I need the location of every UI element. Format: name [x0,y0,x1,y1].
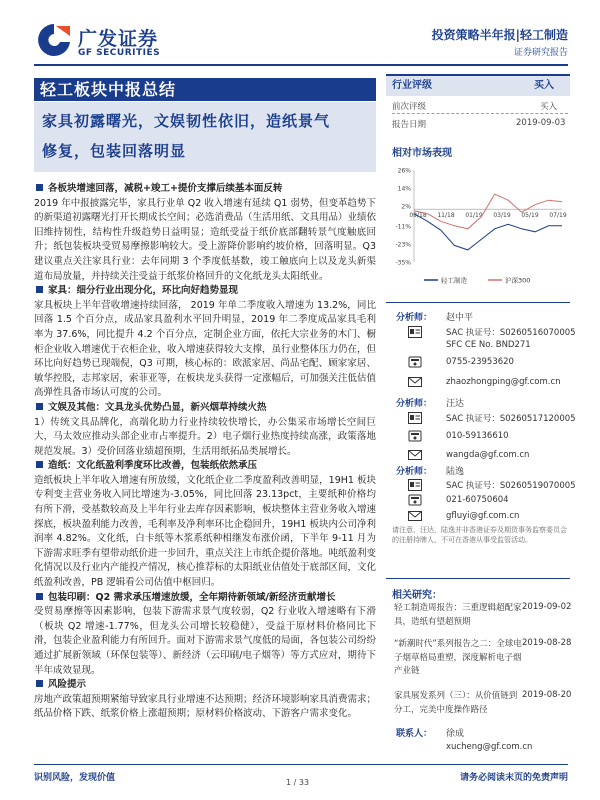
x-tick-label: 05/19 [521,212,539,220]
rating-value: 买入 [534,80,554,91]
section-paragraph: 造纸板块上半年收入增速有所放缓，文化纸企业二季度盈利改善明显，19H1 板块专利变主营业务收入同比增速为-3.05%，同比回落 23.13pct，主要纸种价格均有所下滑，受基数较高及上半年行业去库存因素影响，板块整体主营业务收入增速探底，板块盈利能力改善，毛利率及净利率环比企稳回升，19H1 板块内公司净利润率 4.82%。文化纸，白卡纸等木浆系纸种相继发布涨价函，下半年 9-11 月为下游需求旺季有望带动纸价进一步回升，重点关注上市纸企提价落地。吨纸盈利变化情况以及行业内产能投产情况，核心推荐标的太阳纸业估值处于底部区间，文化纸盈利改善，PB 逻辑看公司估值中枢回归。 [34,474,377,589]
id-card-icon [408,412,422,424]
related-item[interactable]: “新潮时代”系列报告之二：全球电子烟草格局重塑，深度解析电子烟产业链 [394,639,522,676]
analyst-email[interactable]: zhaozhongping@gf.com.cn [446,377,561,387]
analyst-note: 请注意，汪达，陆逸并非香港证券及期货事务监察委员会的注册持牌人，不可在香港从事受监管活动。 [392,526,567,544]
gf-logo [34,22,184,60]
bullet-square-icon [36,403,43,410]
y-tick-label: 2% [401,203,411,211]
subtitle-line-1: 家具初露曙光，文娱韧性依旧，造纸景气 [42,112,331,130]
contact-email[interactable]: xucheng@gf.com.cn [446,742,533,752]
x-tick-label: 01/19 [465,212,483,220]
divider [386,302,570,303]
section-paragraph: 1）传统文具品牌化，高端化助力行业持续较快增长，办公集采市场增长空间巨大，马太效应推动头部企业市占率提升。2）电子烟行业热度持续高涨，政策落地规范发展。3）受价回落业绩超预期，生活用纸拓品类展增长。 [34,416,376,457]
legend-label: 轻工制造 [441,276,467,285]
page-number: 1 / 33 [286,778,310,787]
chart-title: 相对市场表现 [392,148,452,159]
analyst-name: 陆逸 [446,467,465,477]
related-title: 相关研究： [392,590,442,601]
section-paragraph: 2019 年中报披露完毕，家具行业单 Q2 收入增速有延续 Q1 弱势，但变革趋势下的新渠道初露曙光打开长期成长空间；必选消费品（生活用纸、文具用品）业绩依旧维持韧性，结构性升级趋势日益明显；造纸受益于纸价底部翻转景气度触底回升；纸包装板块受贸易摩擦影响较大。受上游降价影响约坡价格，回落明显。Q3 建议重点关注家具行业：去年同期 3 个季度低基数，竣工触底向上以及龙头新渠道布局放量，并持续关注受益于纸浆价格回升的文化纸龙头太阳纸业。 [34,197,377,282]
related-date: 2019-08-28 [522,638,572,648]
legend-label: 沪深300 [505,276,531,285]
x-tick-label: 11/18 [437,212,455,220]
report-date-value: 2019-09-03 [516,118,566,128]
analyst-name: 汪达 [446,399,465,409]
email-icon [408,376,422,388]
id-card-icon [408,326,422,338]
divider [386,578,570,579]
email-icon [408,449,422,461]
section-heading: 家具：细分行业出现分化，环比向好趋势显现 [34,284,376,299]
phone-icon [408,430,422,442]
subtitle-line-2: 修复，包装回落明显 [42,142,187,160]
analyst-sfc: SFC CE No. BND271 [446,340,531,350]
relative-performance-chart [390,162,570,290]
divider [392,113,568,114]
header-divider [34,64,568,66]
analyst-label: 分析师： [396,467,433,477]
contact-name: 徐成 [446,729,465,739]
phone-icon [408,356,422,368]
email-icon [408,510,422,522]
prev-rating-label: 前次评级 [392,102,427,112]
x-tick-label: 07/19 [549,212,567,220]
y-tick-label: -35% [395,259,411,267]
report-label: 证券研究报告 [513,48,568,58]
report-type: 投资策略半年报|轻工制造 [431,28,568,42]
y-tick-label: -11% [395,223,411,231]
related-item[interactable]: 轻工制造周报告：三重逻辑超配家具，造纸有望超预期 [394,603,522,627]
bullet-square-icon [36,680,43,687]
section-heading: 风险提示 [34,678,376,693]
gf-logo-mark-icon [34,22,74,58]
y-tick-label: 26% [397,167,411,175]
analyst-label: 分析师： [396,313,433,323]
y-tick-label: -23% [395,241,411,249]
analyst-sac: SAC 执证号：S0260516070005 [446,328,576,338]
prev-rating-value: 买入 [540,102,558,112]
analyst-sac: SAC 执证号：S0260519070005 [446,481,576,491]
logo-text-en: GF SECURITIES [78,48,161,58]
bullet-square-icon [36,461,43,468]
phone-icon [408,494,422,506]
analyst-phone: 010-59136610 [446,431,509,441]
x-tick-label: 09/18 [409,212,427,220]
section-paragraph: 家具板块上半年营收增速持续回落， 2019 年单二季度收入增速为 13.2%，同比回落 1.5 个百分点，成品家具盈利水平回升明显，2019 年二季度成品家具毛利率为 37.6%，同比提升 4.2 个百分点，定制企业方面，依托大宗业务的木门、橱柜企业收入增速优于衣柜企业，收入增速获得较大支撑，虽行业整体压力仍在，但环比向好趋势已现端倪，Q3 可期，核心标的：欧派家居、尚品宅配、顾家家居、敏华控股，志邦家居，索菲亚等，在板块龙头获得一定涨幅后，可加强关注低估值高弹性具备市场认可度的公司。 [34,299,377,399]
logo-text-cn: 广发证券 [78,28,159,50]
x-tick-label: 03/19 [493,212,511,220]
analyst-email[interactable]: wangda@gf.com.cn [446,450,530,460]
footer-disclaimer[interactable]: 请务必阅读末页的免责声明 [459,773,568,783]
section-heading: 文娱及其他：文具龙头优势凸显，新兴烟草持续火热 [34,401,376,416]
section-paragraph: 房地产政策超预期紧缩导致家具行业增速不达预期；经济环境影响家具消费需求；纸品价格下跌、纸浆价格上涨超预期；原材料价格波动、下游客户需求变化。 [34,693,377,720]
analyst-label: 分析师： [396,399,433,409]
footer-divider [34,764,568,765]
bullet-square-icon [36,184,43,191]
footer-slogan: 识别风险，发现价值 [34,773,116,783]
analyst-sac: SAC 执证号：S0260517120005 [446,414,576,424]
bullet-square-icon [36,593,43,600]
page-title: 轻工板块中报总结 [40,80,177,99]
section-heading: 包装印刷：Q2 需求承压增速放缓，全年期待新领域/新经济贡献增长 [34,591,376,606]
analyst-name: 赵中平 [446,313,474,323]
id-card-icon [408,479,422,491]
related-date: 2019-08-20 [522,690,572,700]
section-heading: 各板块增速回落，减税+竣工+提价支撑后续基本面反转 [34,182,376,197]
analyst-email[interactable]: gfluyi@gf.com.cn [446,511,520,521]
subtitle [42,106,372,166]
bullet-square-icon [36,286,43,293]
report-date-label: 报告日期 [392,120,427,130]
related-item[interactable]: 家具展发系列（三）：从价值链到分工，完美中度操作路径 [394,691,518,715]
related-date: 2019-09-02 [522,602,572,612]
y-tick-label: 14% [397,185,411,193]
section-paragraph: 受贸易摩擦等因素影响，包装下游需求景气度较弱，Q2 行业收入增速略有下滑（板块 Q2 增速-1.77%，但龙头公司增长较稳健），受益于原材料价格同比下滑，包装企业盈利能力有所回升。面对下游需求景气度低的局面，各包装公司纷纷通过扩展新领域（环保包装等）、新经济（云印刷/电子烟等）等方式应对，期待下半年成效显现。 [34,606,377,676]
rating-label: 行业评级 [392,80,432,91]
report-body [34,182,376,722]
series-line [414,194,562,229]
analyst-phone: 0755-23953620 [446,357,514,367]
section-heading: 造纸：文化纸盈利季度环比改善，包装纸依然承压 [34,459,376,474]
analyst-phone: 021-60750604 [446,495,509,505]
contact-label: 联系人： [396,729,433,739]
